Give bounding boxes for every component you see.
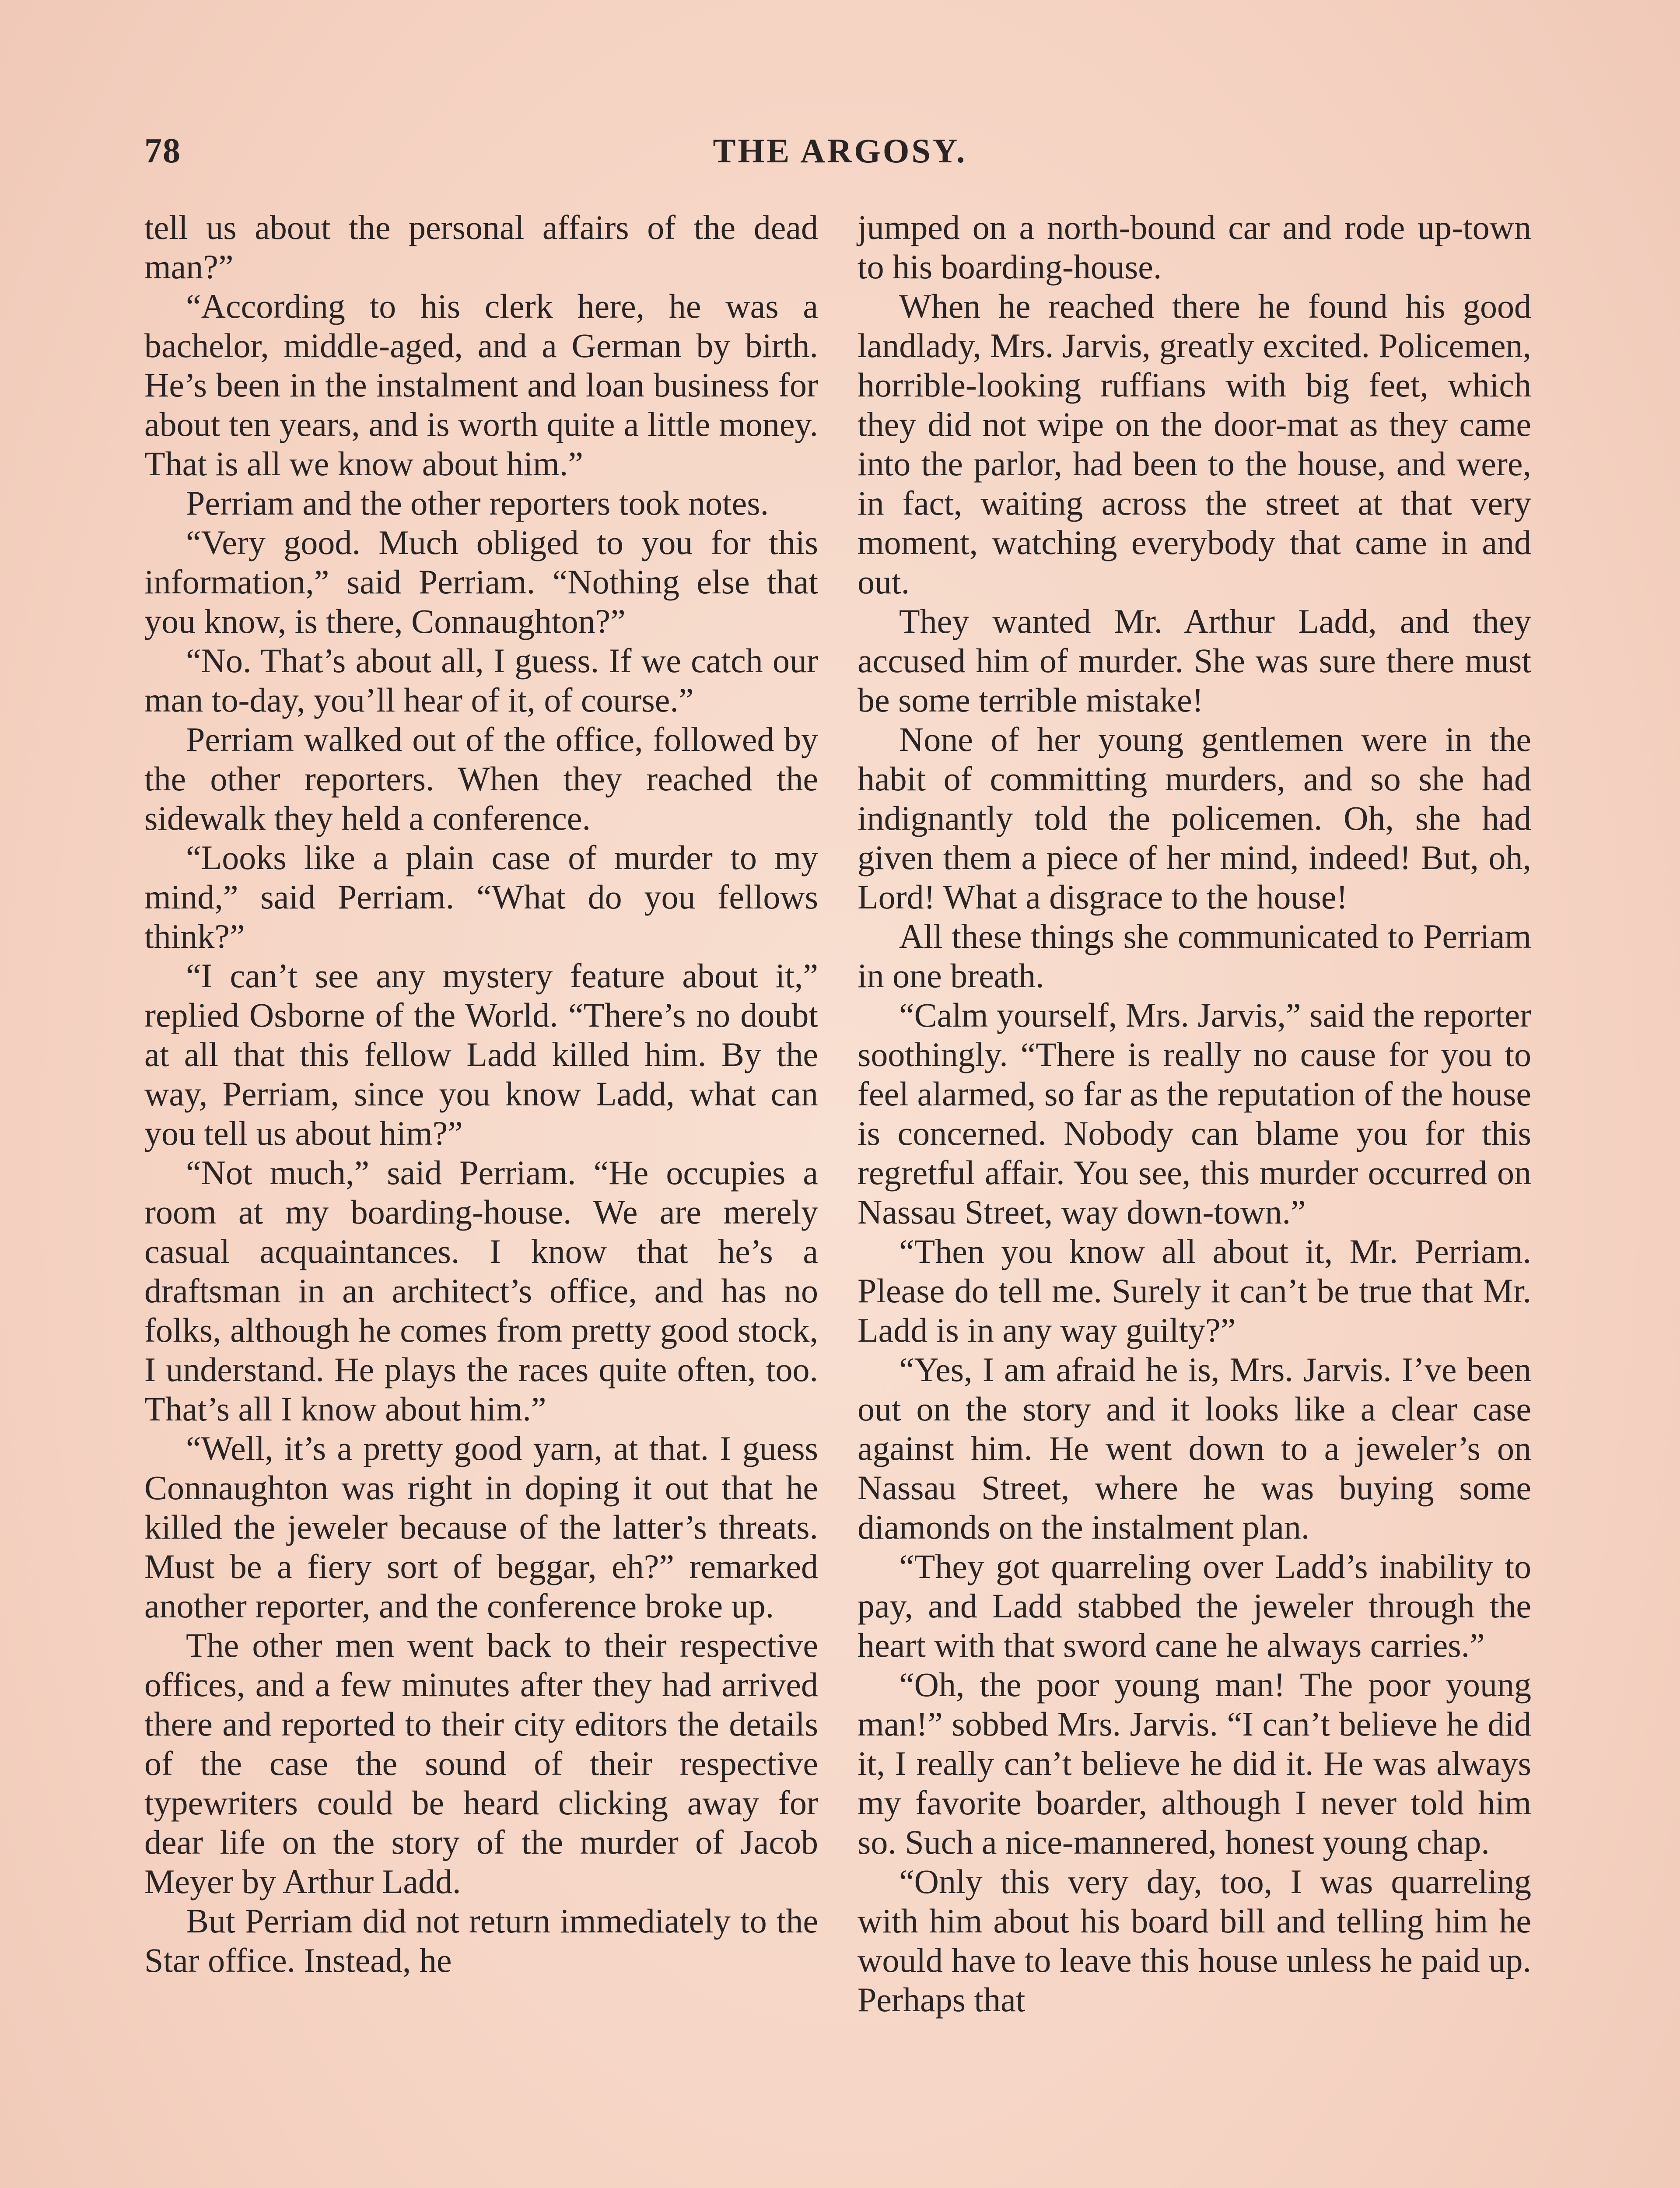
paragraph: “Oh, the poor young man! The poor young man!” sobbed Mrs. Jarvis. “I can’t believe he did it, I really can’t believe he did it. He was always my favorite boarder, although I never told him so. Such a nice-mannered, honest young chap. [858,1666,1531,1861]
paragraph: “I can’t see any mystery feature about it,” replied Osborne of the World. “There’s no doubt at all that this fellow Ladd killed him. By the way, Perriam, since you know Ladd, what can you tell us about him?” [144,957,818,1152]
paragraph: “Only this very day, too, I was quarreling with him about his board bill and telling him he would have to leave this house unless he paid up. Perhaps that [858,1862,1531,2019]
paragraph: When he reached there he found his good landlady, Mrs. Jarvis, greatly excited. Policemen, horrible-looking ruffians with big feet, which they did not wipe on the door-mat as they came into the parlor, had been to the house, and were, in fact, waiting across the street at that very moment, watching everybody that came in and out. [858,287,1531,601]
paragraph: “Calm yourself, Mrs. Jarvis,” said the reporter soothingly. “There is really no cause for you to feel alarmed, so far as the reputation of the house is concerned. Nobody can blame you for this regretful affair. You see, this murder occurred on Nassau Street, way down-town.” [858,996,1531,1231]
paragraph: They wanted Mr. Arthur Ladd, and they accused him of murder. She was sure there must be some terrible mistake! [858,602,1531,719]
paragraph: tell us about the personal affairs of the dead man?” [144,208,818,286]
paragraph: But Perriam did not return immediately to the Star office. Instead, he [144,1902,818,1979]
paragraph: “Yes, I am afraid he is, Mrs. Jarvis. I’ve been out on the story and it looks like a clear case against him. He went down to a jeweler’s on Nassau Street, where he was buying some diamonds on the instalment plan. [858,1350,1531,1546]
paragraph: None of her young gentlemen were in the habit of committing murders, and so she had indignantly told the policemen. Oh, she had given them a piece of her mind, indeed! But, oh, Lord! What a disgrace to the house! [858,720,1531,916]
paragraph: The other men went back to their respective offices, and a few minutes after they had arrived there and reported to their city editors the details of the case the sound of their respective typewriters could be heard clicking away for dear life on the story of the murder of Jacob Meyer by Arthur Ladd. [144,1626,818,1900]
paragraph: All these things she communicated to Perriam in one breath. [858,917,1531,995]
page-header [144,131,1536,179]
page-number: 78 [144,132,181,170]
paragraph: jumped on a north-bound car and rode up-town to his boarding-house. [858,208,1531,286]
paragraph: “No. That’s about all, I guess. If we catch our man to-day, you’ll hear of it, of course.” [144,642,818,719]
paragraph: “Very good. Much obliged to you for this information,” said Perriam. “Nothing else that you know, is there, Connaughton?” [144,523,818,640]
paragraph: Perriam and the other reporters took notes. [186,484,769,522]
paragraph: “Well, it’s a pretty good yarn, at that. I guess Connaughton was right in doping it out that he killed the jeweler because of the latter’s threats. Must be a fiery sort of beggar, eh?” remarked another reporter, and the conference broke up. [144,1429,818,1625]
paragraph: “Looks like a plain case of murder to my mind,” said Perriam. “What do you fellows think?” [144,838,818,955]
paragraph: Perriam walked out of the office, followed by the other reporters. When they reached the sidewalk they held a conference. [144,720,818,837]
left-column [144,208,818,1980]
running-head: THE ARGOSY. [713,132,967,170]
paragraph: “Then you know all about it, Mr. Perriam. Please do tell me. Surely it can’t be true that Mr. Ladd is in any way guilty?” [858,1232,1531,1349]
paragraph: “Not much,” said Perriam. “He occupies a room at my boarding-house. We are merely casual acquaintances. I know that he’s a draftsman in an architect’s office, and has no folks, although he comes from pretty good stock, I understand. He plays the races quite often, too. That’s all I know about him.” [144,1154,818,1428]
right-column [858,208,1531,2020]
paragraph: “According to his clerk here, he was a bachelor, middle-aged, and a German by birth. He’s been in the instalment and loan business for about ten years, and is worth quite a little money. That is all we know about him.” [144,287,818,483]
paragraph: “They got quarreling over Ladd’s inability to pay, and Ladd stabbed the jeweler through the heart with that sword cane he always carries.” [858,1547,1531,1664]
